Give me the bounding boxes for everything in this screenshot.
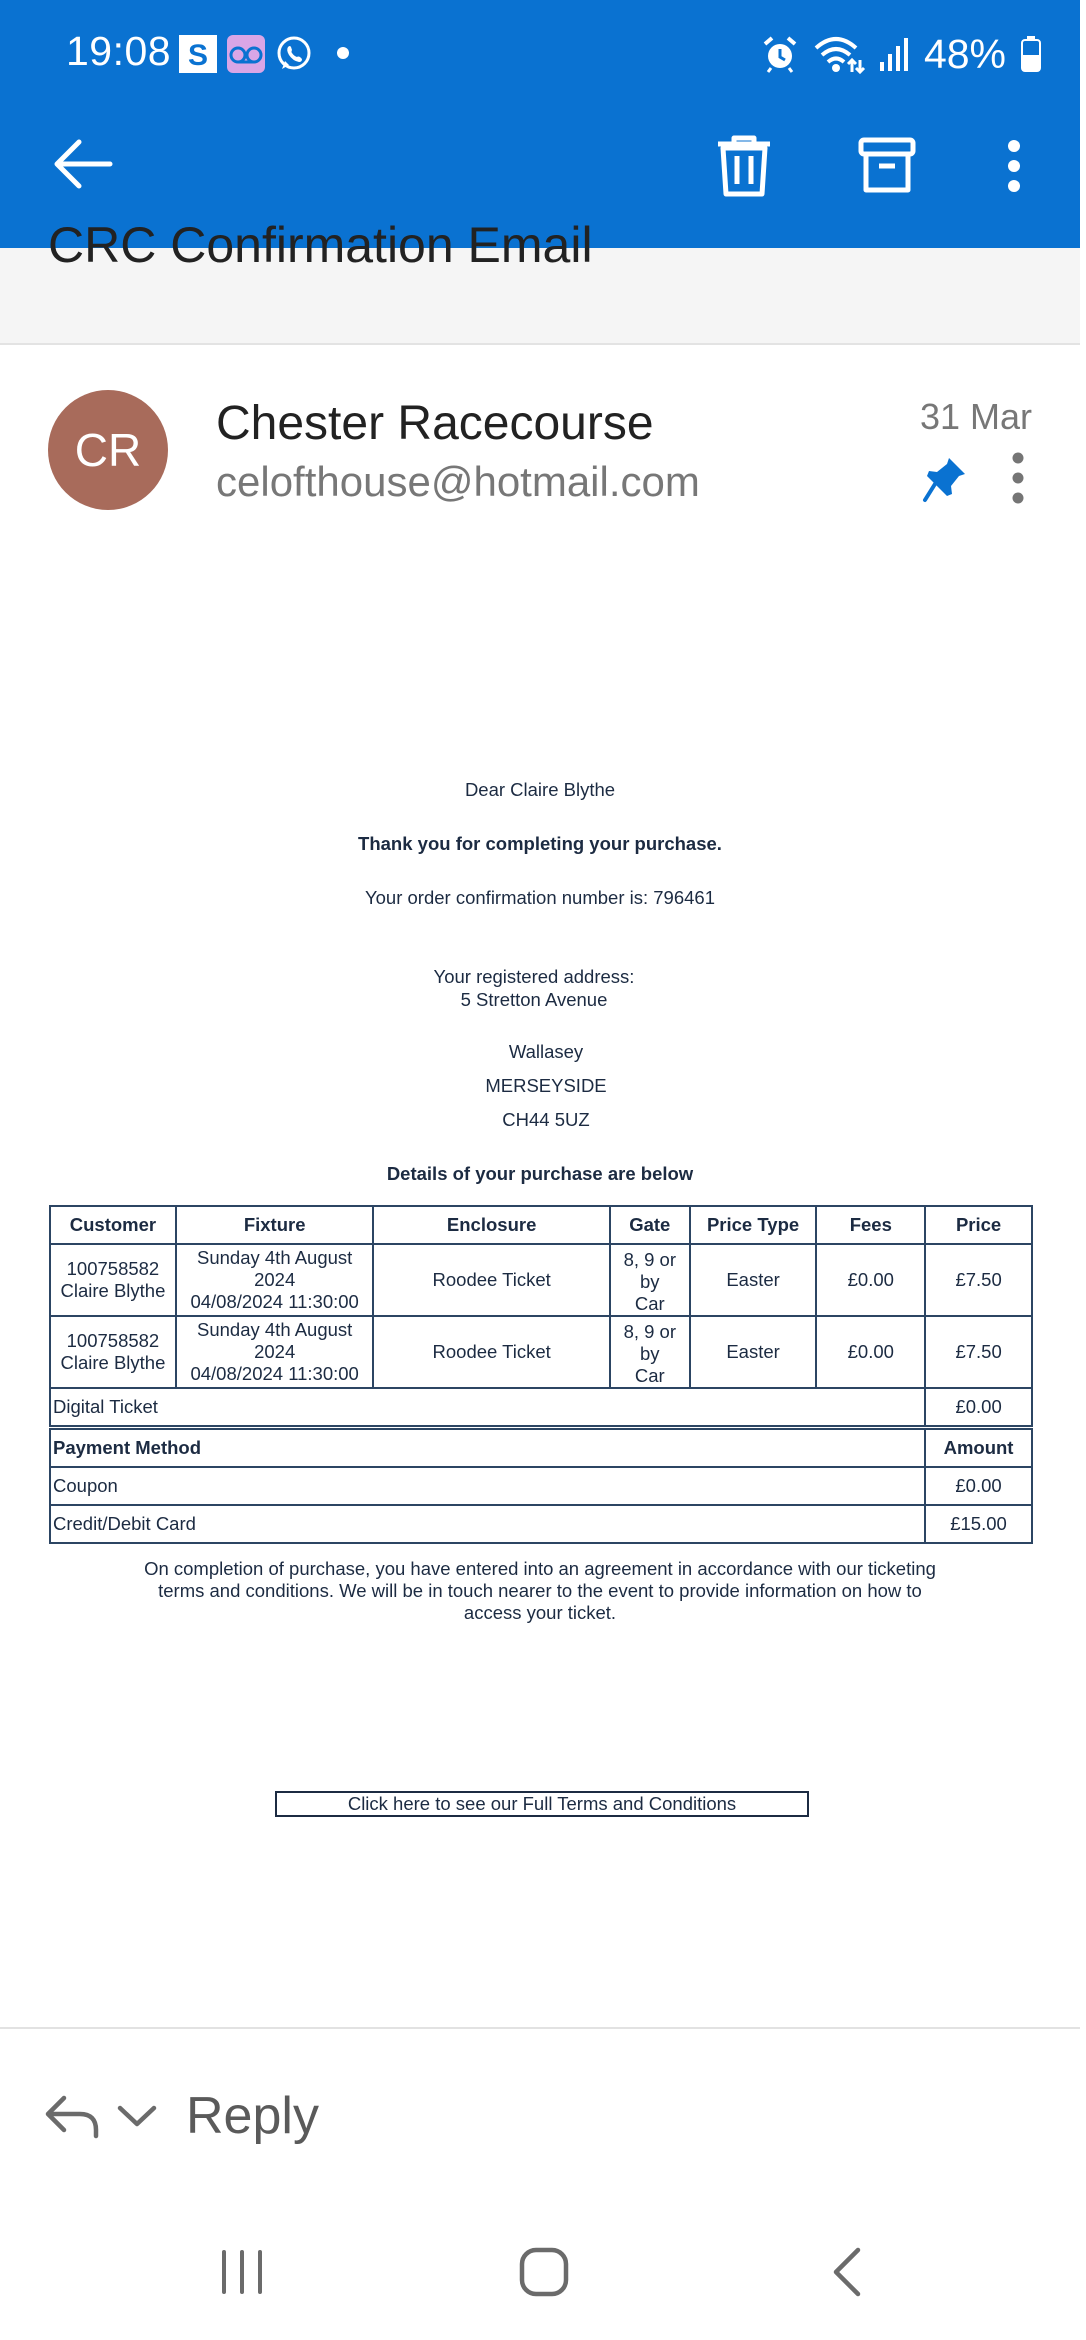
voicemail-icon <box>226 34 266 74</box>
gate-cell <box>610 1316 690 1388</box>
archive-icon[interactable] <box>858 136 916 196</box>
divider <box>0 2027 1080 2029</box>
s-app-icon <box>178 34 218 74</box>
app-header <box>0 0 1080 248</box>
customer-id: 100758582 <box>66 1330 160 1351</box>
terms-agreement-text: On completion of purchase, you have entered into an agreement in accordance with our ticketing terms and conditions. We will be in touch nearer to the event to provide information on how to access your ticket. <box>144 1558 936 1623</box>
avatar-initials: CR <box>74 424 142 476</box>
fixture-line: Sunday 4th August <box>197 1319 353 1340</box>
price-cell: £7.50 <box>925 1316 1032 1388</box>
order-confirmation-line: Your order confirmation number is: 796461 <box>365 887 715 908</box>
gate-line: 8, 9 or by <box>623 1321 677 1364</box>
subject-strip <box>0 217 1080 345</box>
chevron-down-icon[interactable] <box>116 2102 158 2130</box>
address-line-1: 5 Stretton Avenue <box>460 989 608 1010</box>
status-time: 19:08 <box>66 28 172 74</box>
recent-apps-icon[interactable] <box>218 2248 266 2296</box>
column-header: Price <box>925 1206 1032 1244</box>
purchase-details-table <box>49 1205 1033 1427</box>
gate-cell <box>610 1244 690 1316</box>
whatsapp-icon <box>274 34 314 74</box>
enclosure-cell: Roodee Ticket <box>373 1316 609 1388</box>
address-line-4: CH44 5UZ <box>502 1109 590 1130</box>
amount-header: Amount <box>925 1429 1032 1467</box>
fixture-cell <box>176 1316 374 1388</box>
column-header: Customer <box>50 1206 176 1244</box>
payment-method: Credit/Debit Card <box>50 1505 925 1543</box>
address-label: Your registered address: <box>433 966 635 987</box>
payment-table <box>49 1428 1033 1544</box>
sender-email[interactable]: celofthouse@hotmail.com <box>216 458 700 505</box>
payment-method: Coupon <box>50 1467 925 1505</box>
price-cell: £7.50 <box>925 1244 1032 1316</box>
customer-id: 100758582 <box>66 1258 160 1279</box>
battery-icon <box>1020 35 1042 73</box>
home-icon[interactable] <box>518 2246 570 2298</box>
arrow-left-icon[interactable] <box>52 137 114 191</box>
column-header: Enclosure <box>373 1206 609 1244</box>
thank-you-text: Thank you for completing your purchase. <box>358 833 722 854</box>
sender-name[interactable]: Chester Racecourse <box>216 397 654 450</box>
table-row <box>50 1505 1032 1543</box>
reply-button[interactable]: Reply <box>186 2087 319 2145</box>
digital-ticket-price: £0.00 <box>925 1388 1032 1426</box>
gate-line: Car <box>634 1365 665 1386</box>
email-subject: CRC Confirmation Email <box>48 217 593 273</box>
customer-cell <box>50 1244 176 1316</box>
gate-line: Car <box>634 1293 665 1314</box>
message-date: 31 Mar <box>919 396 1032 437</box>
fixture-line: Sunday 4th August <box>197 1247 353 1268</box>
svg-text:S: S <box>187 39 209 72</box>
price-type-cell: Easter <box>690 1316 817 1388</box>
fixture-line: 04/08/2024 11:30:00 <box>190 1363 359 1384</box>
price-type-cell: Easter <box>690 1244 817 1316</box>
customer-name: Claire Blythe <box>60 1280 166 1301</box>
payment-amount: £0.00 <box>925 1467 1032 1505</box>
table-row <box>50 1316 1032 1388</box>
system-nav-bar <box>0 2210 1080 2340</box>
gate-line: 8, 9 or by <box>623 1249 677 1292</box>
wifi-icon <box>812 34 864 74</box>
table-row <box>50 1244 1032 1316</box>
fees-cell: £0.00 <box>816 1316 925 1388</box>
address-line-2: Wallasey <box>508 1041 584 1062</box>
payment-header-row <box>50 1429 1032 1467</box>
address-line-3: MERSEYSIDE <box>485 1075 607 1096</box>
fees-cell: £0.00 <box>816 1244 925 1316</box>
fixture-line: 2024 <box>254 1341 296 1362</box>
reply-arrow-icon[interactable] <box>44 2092 102 2140</box>
digital-ticket-label: Digital Ticket <box>50 1388 925 1426</box>
avatar[interactable] <box>48 390 168 510</box>
digital-ticket-row <box>50 1388 1032 1426</box>
message-more-icon[interactable] <box>1008 450 1028 506</box>
more-vertical-icon[interactable] <box>1004 138 1024 194</box>
fixture-line: 2024 <box>254 1269 296 1290</box>
dot-icon <box>336 46 350 60</box>
details-heading: Details of your purchase are below <box>386 1163 694 1184</box>
payment-amount: £15.00 <box>925 1505 1032 1543</box>
column-header: Price Type <box>690 1206 817 1244</box>
fixture-line: 04/08/2024 11:30:00 <box>190 1291 359 1312</box>
enclosure-cell: Roodee Ticket <box>373 1244 609 1316</box>
customer-cell <box>50 1316 176 1388</box>
column-header: Fees <box>816 1206 925 1244</box>
alarm-icon <box>762 35 798 73</box>
signal-icon <box>878 36 910 72</box>
terms-link[interactable]: Click here to see our Full Terms and Conditions <box>275 1791 809 1817</box>
customer-name: Claire Blythe <box>60 1352 166 1373</box>
status-system-icons <box>762 26 1042 82</box>
table-row <box>50 1467 1032 1505</box>
column-header: Gate <box>610 1206 690 1244</box>
fixture-cell <box>176 1244 374 1316</box>
greeting: Dear Claire Blythe <box>464 779 616 800</box>
table-header-row <box>50 1206 1032 1244</box>
pin-icon[interactable] <box>923 456 967 502</box>
battery-percentage: 48% <box>923 30 1006 77</box>
payment-method-header: Payment Method <box>50 1429 925 1467</box>
delete-icon[interactable] <box>714 134 774 198</box>
back-icon[interactable] <box>826 2246 866 2298</box>
column-header: Fixture <box>176 1206 374 1244</box>
